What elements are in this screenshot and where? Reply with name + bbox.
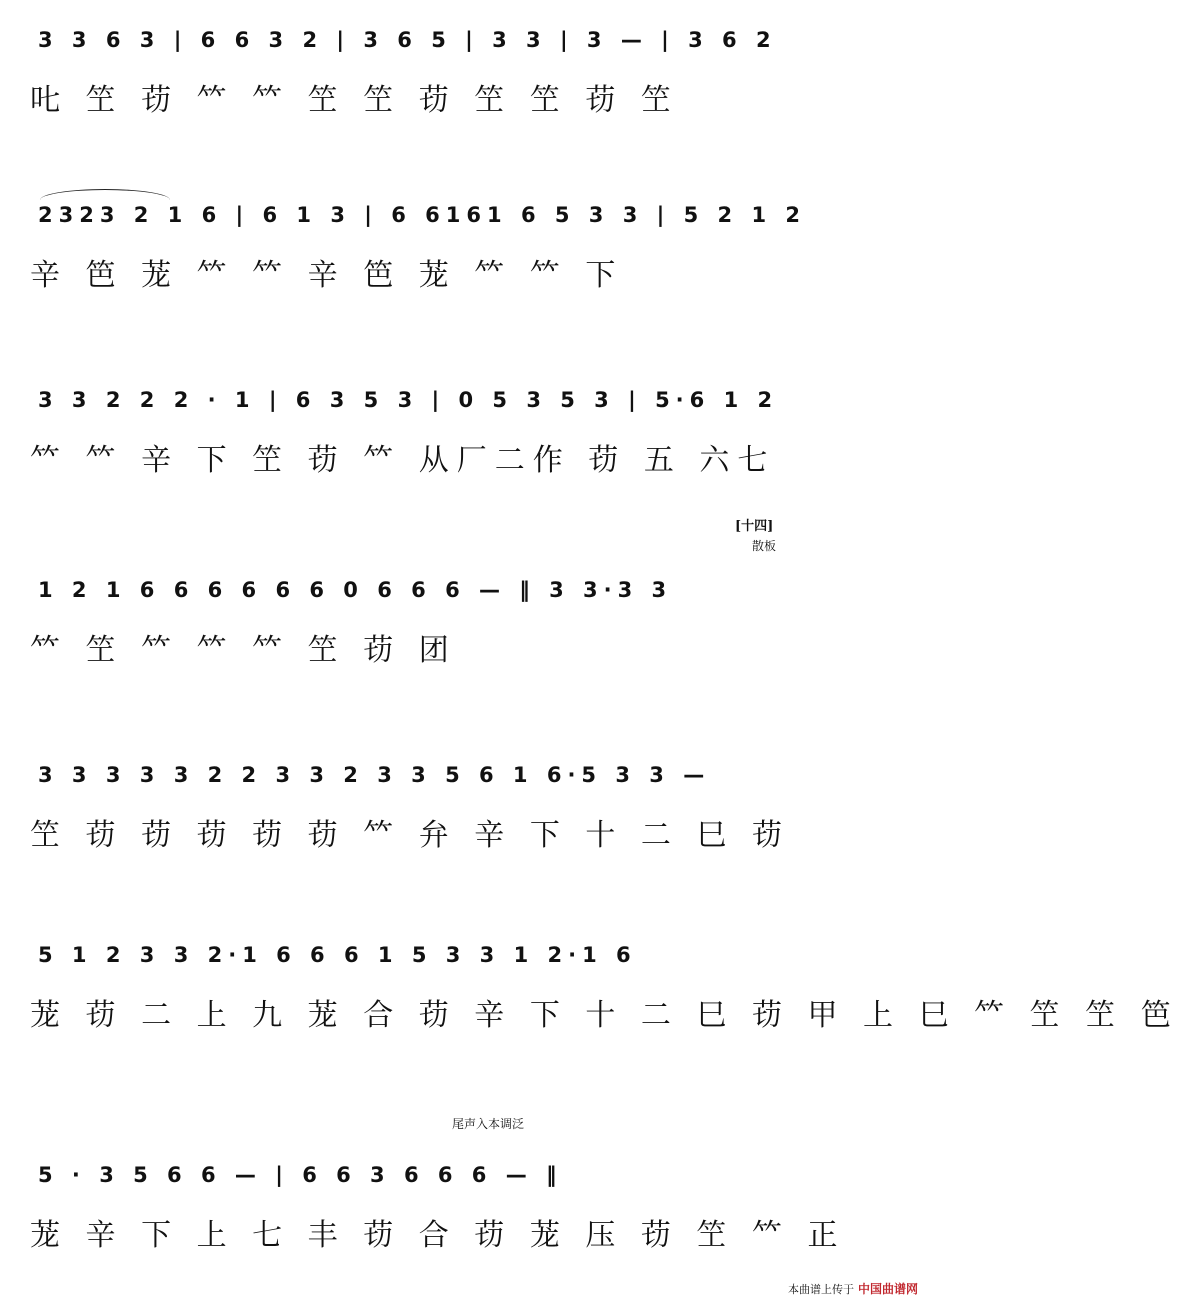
gongche-row: 𥫗 𥫗 辛 下 笁 苆 𥫗 从厂二作 苆 五 六七	[30, 443, 776, 478]
score-system-5	[0, 755, 938, 875]
footer-text: 本曲谱上传于	[787, 1282, 854, 1296]
notation-row	[0, 755, 938, 795]
score-system-7	[0, 1115, 938, 1253]
gongche-row: 笁 苆 苆 苆 苆 苆 𥫗 弁 辛 下 十 二 巳 苆	[30, 818, 790, 853]
gongche-row: 辛 笆 茏 𥫗 𥫗 辛 笆 茏 𥫗 𥫗 下	[30, 258, 624, 293]
jianpu-notes: 2323 2 1 6 | 6 1 3 | 6 6161 6 5 3 3 | 5 2 1 2	[38, 203, 806, 227]
jianpu-notes: 1 2 1 6 6 6 6 6 6 0 6 6 6 — ‖ 3 3·3 3	[38, 578, 673, 602]
notation-row	[0, 570, 938, 610]
score-system-4	[0, 515, 938, 668]
section-label: [十四]	[735, 519, 774, 534]
gongche-row: 茏 苆 二 上 九 茏 合 苆 辛 下 十 二 巳 苆 甲 上 巳 𥫗 笁 笁 笆	[30, 998, 1179, 1033]
score-system-1	[0, 10, 938, 130]
notation-row	[0, 195, 938, 235]
jianpu-notes: 3 3 3 3 3 2 2 3 3 2 3 3 5 6 1 6·5 3 3 —	[38, 763, 711, 787]
gongche-row: 茏 辛 下 上 七 丰 苆 合 苆 茏 压 苆 笁 𥫗 正	[30, 1218, 846, 1253]
jianpu-notes: 3 3 6 3 | 6 6 3 2 | 3 6 5 | 3 3 | 3 — | 3 6 2	[38, 28, 777, 52]
score-system-3	[0, 370, 938, 490]
jianpu-notes: 3 3 2 2 2 · 1 | 6 3 5 3 | 0 5 3 5 3 | 5·6 1 2	[38, 388, 779, 412]
jianpu-notes: 5 1 2 3 3 2·1 6 6 6 1 5 3 3 1 2·1 6	[38, 943, 637, 967]
notation-row	[0, 380, 938, 420]
ending-annotation: 尾声入本调泛	[452, 1117, 525, 1131]
jianpu-notes: 5 · 3 5 6 6 — | 6 6 3 6 6 6 — ‖	[38, 1163, 563, 1187]
score-system-6	[0, 935, 1179, 1055]
notation-row	[0, 935, 938, 975]
gongche-row: 𥫗 笁 𥫗 𥫗 𥫗 笁 苆 团	[30, 633, 457, 668]
site-logo[interactable]: 中国曲谱网	[857, 1282, 918, 1296]
score-system-2	[0, 185, 938, 305]
gongche-row: 𠮟 笁 苆 𥫗 𥫗 笁 笁 苆 笁 笁 苆 笁	[30, 83, 679, 118]
notation-row	[0, 1155, 938, 1195]
tempo-marking: 散板	[752, 539, 777, 553]
footer	[788, 1280, 918, 1297]
notation-row	[0, 20, 938, 60]
